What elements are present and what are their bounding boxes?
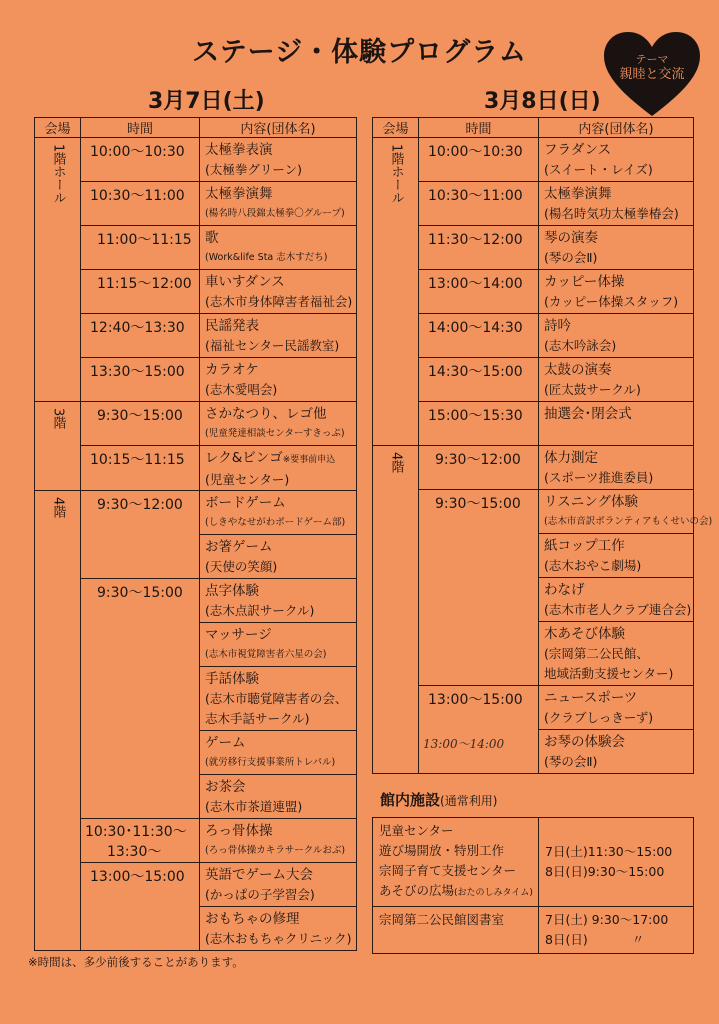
facility-name: 児童センター	[379, 823, 454, 838]
content-cell	[200, 863, 357, 907]
program-name: お箸ゲーム	[205, 539, 273, 555]
program-name: 木あそび体験	[544, 626, 625, 642]
group-name: (匠太鼓サークル)	[544, 382, 641, 397]
time-cell: 9:30〜15:00	[81, 402, 200, 446]
table-row	[35, 819, 357, 863]
table-row	[35, 270, 357, 314]
facility-place	[373, 818, 539, 907]
table-header-row	[373, 118, 694, 138]
group-name: (Work&life Sta 志木すだち)	[205, 252, 328, 263]
venue-label: 4階	[50, 497, 66, 519]
ditto-mark: 〃	[631, 932, 645, 947]
hours-line-text: 8日(日)	[545, 932, 588, 947]
content-cell	[539, 314, 694, 358]
group-name: (志木吟詠会)	[544, 338, 617, 353]
content-cell	[200, 314, 357, 358]
table-row	[373, 226, 694, 270]
facility-name: 遊び場開放・特別工作	[379, 843, 505, 858]
header-venue: 会場	[373, 118, 419, 138]
content-cell	[539, 578, 694, 622]
header-content: 内容(団体名)	[200, 118, 357, 138]
program-name: 太鼓の演奏	[544, 362, 612, 378]
program-name: カラオケ	[205, 362, 259, 378]
reservation-note: ※要事前申込	[282, 455, 336, 465]
content-cell	[200, 819, 357, 863]
group-name: (楊名時八段錦太極拳〇グループ)	[205, 208, 345, 219]
venue-cell	[373, 138, 419, 446]
venue-label: 1階ホール	[50, 144, 66, 205]
program-name: 手話体験	[205, 671, 259, 687]
time-cell: 9:30〜15:00	[419, 490, 539, 686]
theme-text: 親睦と交流	[619, 67, 685, 82]
table-row	[35, 138, 357, 182]
content-cell	[539, 226, 694, 270]
program-name: 体力測定	[544, 450, 598, 466]
time-cell: 11:00〜11:15	[81, 226, 200, 270]
program-name: 太極拳演舞	[544, 186, 612, 202]
program-name: リスニング体験	[544, 494, 638, 510]
group-name: (志木愛唱会)	[205, 382, 278, 397]
program-name: 詩吟	[544, 318, 571, 334]
program-name: 英語でゲーム大会	[205, 867, 313, 883]
group-name: (志木おもちゃクリニック)	[205, 931, 352, 946]
content-cell	[200, 402, 357, 446]
time-cell: 15:00〜15:30	[419, 402, 539, 446]
day1-schedule-table	[34, 117, 357, 951]
program-name: 車いすダンス	[205, 274, 285, 290]
facility-name-text: あそびの広場	[379, 883, 455, 898]
hours-line: 7日(土)11:30〜15:00	[545, 844, 673, 859]
content-cell	[539, 534, 694, 578]
time-cell: 9:30〜12:00	[419, 446, 539, 490]
venue-cell	[35, 491, 81, 951]
hours-line	[545, 930, 687, 950]
group-name: (宗岡第二公民館、	[544, 646, 649, 661]
header-venue: 会場	[35, 118, 81, 138]
group-name: (志木点訳サークル)	[205, 603, 315, 618]
time-cell: 13:00〜14:00	[419, 270, 539, 314]
footnote: ※時間は、多少前後することがあります。	[28, 955, 244, 969]
time-cell: 14:00〜14:30	[419, 314, 539, 358]
time-cell: 10:00〜10:30	[81, 138, 200, 182]
table-row	[35, 314, 357, 358]
content-cell	[200, 491, 357, 535]
time-cell: 13:30〜15:00	[81, 358, 200, 402]
venue-label: 1階ホール	[388, 144, 404, 205]
group-name: (志木おやこ劇場)	[544, 558, 642, 573]
content-cell	[200, 358, 357, 402]
time-cell: 10:00〜10:30	[419, 138, 539, 182]
program-name: マッサージ	[205, 627, 272, 643]
time-cell: 14:30〜15:00	[419, 358, 539, 402]
content-cell	[200, 623, 357, 667]
content-cell	[539, 138, 694, 182]
table-row	[373, 314, 694, 358]
table-row	[373, 270, 694, 314]
handwritten-time: 13:00〜14:00	[423, 737, 505, 751]
group-name: (福祉センター民謡教室)	[205, 338, 340, 353]
group-name: (志木市聴覚障害者の会、	[205, 691, 348, 706]
day2-date: 3月8日(日)	[484, 89, 601, 114]
content-cell	[200, 579, 357, 623]
group-name: (志木市老人クラブ連合会)	[544, 602, 692, 617]
time-line1: 10:30･11:30〜	[85, 824, 187, 840]
theme-label: テーマ	[635, 53, 669, 66]
content-cell	[200, 667, 357, 731]
table-row	[373, 490, 694, 534]
facility-name	[379, 881, 532, 903]
table-row	[373, 686, 694, 730]
content-cell	[539, 490, 713, 534]
table-row	[373, 182, 694, 226]
group-name: (かっぱの子学習会)	[205, 887, 315, 902]
table-row	[373, 358, 694, 402]
content-cell	[539, 686, 694, 730]
table-row	[373, 907, 694, 954]
content-cell	[200, 182, 357, 226]
table-row	[373, 446, 694, 490]
program-name: 抽選会･閉会式	[544, 406, 632, 422]
table-row	[373, 138, 694, 182]
venue-label: 3階	[50, 408, 66, 430]
facility-hours	[539, 818, 694, 907]
group-name: (志木市身体障害者福祉会)	[205, 294, 353, 309]
program-name: 歌	[205, 230, 219, 246]
content-cell	[200, 907, 357, 951]
group-name: (天使の笑顔)	[205, 559, 278, 574]
table-row	[35, 358, 357, 402]
group-name: (志木市視覚障害者六星の会)	[205, 649, 327, 660]
facility-hours	[539, 907, 694, 954]
program-name: 点字体験	[205, 583, 259, 599]
group-name: (就労移行支援事業所トレパル)	[205, 757, 336, 768]
time-cell: 9:30〜15:00	[81, 579, 200, 819]
facilities-subtitle: (通常利用)	[440, 794, 498, 808]
program-name: 太極拳表演	[205, 142, 273, 158]
hours-line: 8日(日)9:30〜15:00	[545, 864, 665, 879]
group-name: (楊名時気功太極拳椿会)	[544, 206, 679, 221]
facility-name: 宗岡子育て支援センター	[379, 863, 517, 878]
time-cell: 11:15〜12:00	[81, 270, 200, 314]
group-name: (琴の会Ⅱ)	[544, 754, 598, 769]
page-title: ステージ・体験プログラム	[192, 37, 527, 68]
group-name: (スポーツ推進委員)	[544, 470, 654, 485]
group-name: (クラブしっきーず)	[544, 710, 654, 725]
program-name-text: レク&ビンゴ	[205, 450, 283, 466]
table-row	[35, 182, 357, 226]
group-name-line2: 地域活動支援センター)	[544, 666, 674, 681]
program-name: 太極拳演舞	[205, 186, 273, 202]
day1-date: 3月7日(土)	[148, 89, 265, 114]
program-name: ろっ骨体操	[205, 823, 273, 839]
program-name: わなげ	[544, 582, 585, 598]
group-name: (児童センター)	[205, 472, 290, 487]
venue-cell	[373, 446, 419, 774]
venue-cell	[35, 138, 81, 402]
facility-place	[373, 907, 539, 954]
content-cell	[200, 775, 357, 819]
time-cell: 10:15〜11:15	[81, 446, 200, 491]
group-name: (志木市茶道連盟)	[205, 799, 303, 814]
facilities-table	[372, 817, 694, 954]
day2-schedule-table	[372, 117, 713, 774]
time-cell: 13:00〜15:00	[419, 686, 539, 774]
program-name: ニュースポーツ	[544, 690, 638, 706]
venue-label: 4階	[388, 452, 404, 474]
facilities-title	[380, 789, 497, 810]
time-cell: 13:00〜15:00	[81, 863, 200, 951]
program-name: 民謡発表	[205, 318, 259, 334]
content-cell	[200, 446, 357, 491]
table-header-row	[35, 118, 357, 138]
program-name: 紙コップ工作	[544, 538, 625, 554]
table-row	[35, 863, 357, 907]
time-cell: 9:30〜12:00	[81, 491, 200, 579]
program-name: 琴の演奏	[544, 230, 598, 246]
group-name: (しきやなせがわボードゲーム部)	[205, 517, 346, 528]
program-name: お琴の体験会	[544, 734, 625, 750]
time-cell: 12:40〜13:30	[81, 314, 200, 358]
content-cell	[539, 358, 694, 402]
header-time: 時間	[81, 118, 200, 138]
content-cell	[200, 731, 357, 775]
time-cell	[81, 819, 200, 863]
group-name: (カッピー体操スタッフ)	[544, 294, 679, 309]
group-name: (スイート・レイズ)	[544, 162, 653, 177]
program-name: おもちゃの修理	[205, 911, 300, 927]
content-cell	[200, 535, 357, 579]
group-name-line2: 志木手話サークル)	[205, 711, 310, 726]
content-cell	[539, 402, 694, 446]
content-cell	[539, 622, 694, 686]
time-cell: 11:30〜12:00	[419, 226, 539, 270]
venue-cell	[35, 402, 81, 491]
program-name: お茶会	[205, 779, 246, 795]
table-row	[35, 226, 357, 270]
group-name: (太極拳グリーン)	[205, 162, 303, 177]
group-name: (琴の会Ⅱ)	[544, 250, 598, 265]
content-cell	[539, 446, 694, 490]
facilities-title-text: 館内施設	[380, 791, 441, 809]
table-row	[35, 491, 357, 535]
header-time: 時間	[419, 118, 539, 138]
content-cell	[200, 138, 357, 182]
program-name: さかなつり、レゴ他	[205, 406, 327, 422]
hours-line: 7日(土) 9:30〜17:00	[545, 912, 669, 927]
content-cell	[539, 270, 694, 314]
time-cell: 10:30〜11:00	[81, 182, 200, 226]
program-name: カッピー体操	[544, 274, 625, 290]
time-cell: 10:30〜11:00	[419, 182, 539, 226]
content-cell	[200, 270, 357, 314]
group-name: (ろっ骨体操カキラサークルおぶ)	[205, 845, 346, 856]
table-row	[373, 818, 694, 907]
program-name: フラダンス	[544, 142, 612, 158]
content-cell	[539, 182, 694, 226]
table-row	[35, 579, 357, 623]
content-cell	[539, 730, 694, 774]
program-name: ボードゲーム	[205, 495, 286, 511]
group-name: (志木市音訳ボランティアもくせいの会)	[544, 516, 713, 527]
table-row	[373, 402, 694, 446]
table-row	[35, 402, 357, 446]
time-line2: 13:30〜	[107, 844, 162, 860]
program-name: ゲーム	[205, 735, 246, 751]
program-name	[205, 448, 356, 470]
table-row	[35, 446, 357, 491]
facility-note: (おたのしみタイム)	[454, 888, 533, 898]
content-cell	[200, 226, 357, 270]
facility-name: 宗岡第二公民館図書室	[379, 912, 505, 927]
header-content: 内容(団体名)	[539, 118, 694, 138]
group-name: (児童発達相談センターすきっぷ)	[205, 428, 345, 439]
theme-badge	[600, 52, 704, 82]
